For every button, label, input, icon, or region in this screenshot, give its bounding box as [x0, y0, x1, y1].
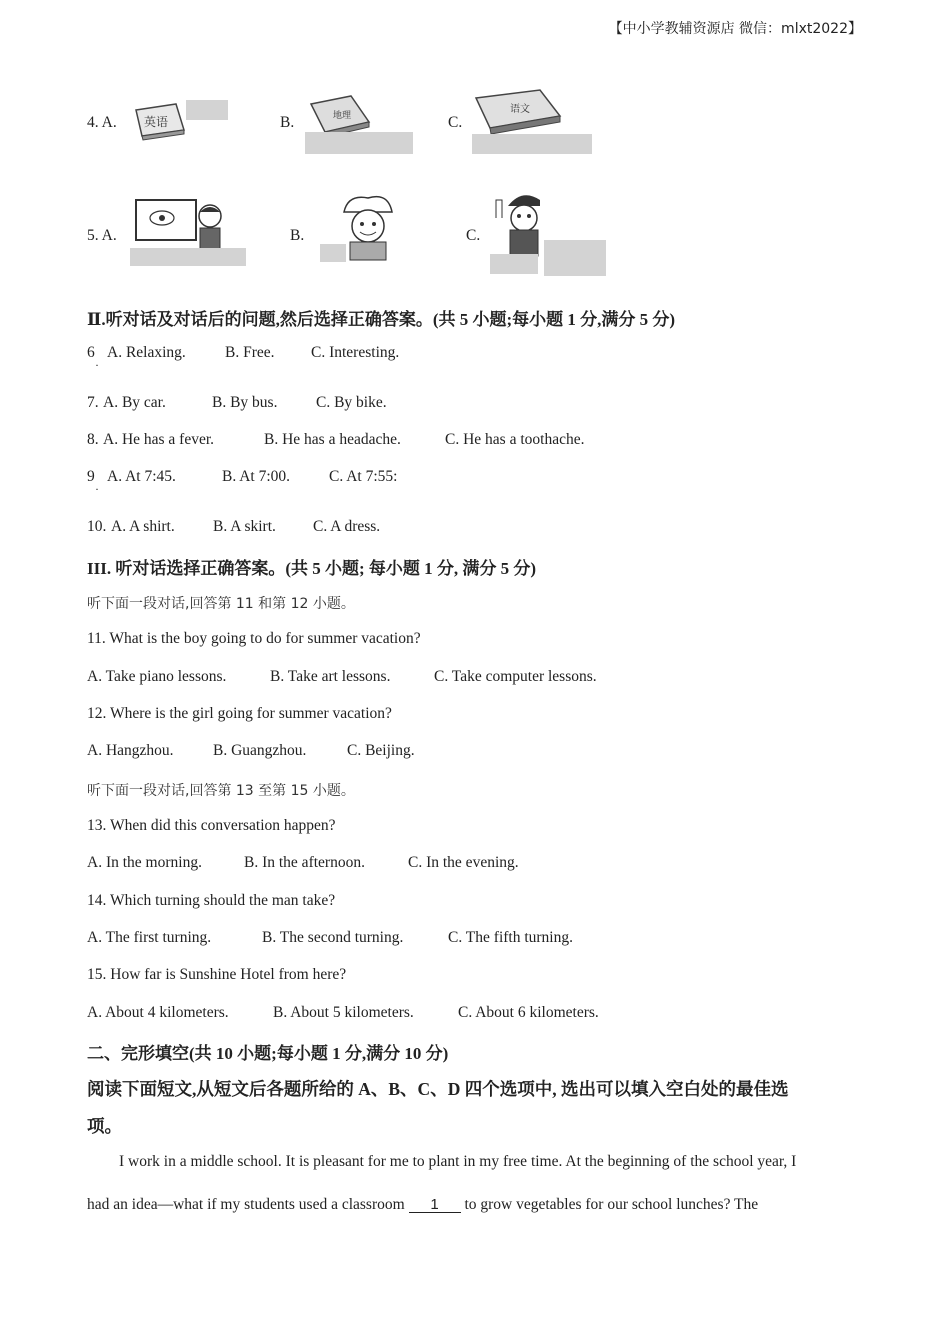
- cloze-text-before-blank: had an idea—what if my students used a classroom: [87, 1196, 409, 1213]
- q12-option-b: B. Guangzhou.: [213, 742, 307, 759]
- q9-option-c: C. At 7:55:: [329, 468, 398, 485]
- q13-option-b: B. In the afternoon.: [244, 854, 365, 871]
- q15-option-b: B. About 5 kilometers.: [273, 1004, 414, 1021]
- q12-option-c: C. Beijing.: [347, 742, 415, 759]
- q13-question: 13. When did this conversation happen?: [87, 817, 336, 834]
- q15-option-a: A. About 4 kilometers.: [87, 1004, 229, 1021]
- q6-number: 6: [87, 344, 95, 361]
- q11-option-c: C. Take computer lessons.: [434, 668, 597, 685]
- q6-option-c: C. Interesting.: [311, 344, 400, 361]
- q4-option-b-book-image: [303, 90, 415, 156]
- q11-option-b: B. Take art lessons.: [270, 668, 391, 685]
- cloze-text-after-blank: to grow vegetables for our school lunches? The: [460, 1196, 759, 1213]
- q5-number: 5. A.: [87, 227, 117, 244]
- q5-option-a-teacher-image: [128, 194, 248, 274]
- q6-number-dot: ·: [95, 358, 99, 372]
- q13-option-c: C. In the evening.: [408, 854, 519, 871]
- q12-option-a: A. Hangzhou.: [87, 742, 174, 759]
- q4-number: 4. A.: [87, 114, 117, 131]
- section2-title: Ⅱ.听对话及对话后的问题,然后选择正确答案。(共 5 小题;每小题 1 分,满分 5 分): [87, 310, 676, 329]
- cloze-paragraph-line2: [87, 1196, 758, 1214]
- section3-intro-1: 听下面一段对话,回答第 11 和第 12 小题。: [87, 596, 355, 612]
- part2-instruction-line1: 阅读下面短文,从短文后各题所给的 A、B、C、D 四个选项中, 选出可以填入空白处的最佳选: [87, 1079, 789, 1099]
- q10-number: 10.: [87, 518, 107, 535]
- q14-option-b: B. The second turning.: [262, 929, 404, 946]
- q7-option-c: C. By bike.: [316, 394, 387, 411]
- q10-option-a: A. A shirt.: [111, 518, 175, 535]
- svg-text:语文: 语文: [510, 104, 530, 115]
- q5-option-c-label: C.: [466, 227, 481, 244]
- part2-instruction-line2: 项。: [87, 1116, 122, 1136]
- q5-option-b-cook-image: [314, 190, 418, 270]
- q14-option-a: A. The first turning.: [87, 929, 212, 946]
- q4-option-c-label: C.: [448, 114, 463, 131]
- q10-option-b: B. A skirt.: [213, 518, 276, 535]
- q5-option-c-policeman-image: [488, 184, 608, 278]
- q14-question: 14. Which turning should the man take?: [87, 892, 336, 909]
- page-header-watermark: 【中小学教辅资源店 微信：mlxt2022】: [608, 21, 862, 37]
- q7-number: 7.: [87, 394, 99, 411]
- cloze-paragraph-line1: I work in a middle school. It is pleasant for me to plant in my free time. At the beginning of the school year, I: [119, 1153, 797, 1170]
- q6-option-a: A. Relaxing.: [107, 344, 186, 361]
- q10-option-c: C. A dress.: [313, 518, 381, 535]
- q15-option-c: C. About 6 kilometers.: [458, 1004, 599, 1021]
- part2-title: 二、完形填空(共 10 小题;每小题 1 分,满分 10 分): [87, 1044, 449, 1063]
- q9-number-dot: ·: [95, 482, 99, 496]
- q7-option-a: A. By car.: [103, 394, 166, 411]
- section3-intro-2: 听下面一段对话,回答第 13 至第 15 小题。: [87, 783, 355, 799]
- q4-option-a-book-image: [130, 96, 230, 142]
- svg-text:英语: 英语: [144, 115, 169, 129]
- q4-option-c-book-image: [470, 88, 594, 156]
- q6-option-b: B. Free.: [225, 344, 275, 361]
- q9-number: 9: [87, 468, 95, 485]
- q13-option-a: A. In the morning.: [87, 854, 202, 871]
- q8-option-b: B. He has a headache.: [264, 431, 401, 448]
- q11-question: 11. What is the boy going to do for summer vacation?: [87, 630, 421, 647]
- q4-option-b-label: B.: [280, 114, 295, 131]
- q14-option-c: C. The fifth turning.: [448, 929, 573, 946]
- q15-question: 15. How far is Sunshine Hotel from here?: [87, 966, 347, 983]
- q8-option-c: C. He has a toothache.: [445, 431, 585, 448]
- q7-option-b: B. By bus.: [212, 394, 278, 411]
- q8-number: 8.: [87, 431, 99, 448]
- q5-option-b-label: B.: [290, 227, 305, 244]
- cloze-blank-1: 1: [409, 1197, 461, 1213]
- svg-text:地理: 地理: [333, 111, 352, 121]
- q9-option-b: B. At 7:00.: [222, 468, 291, 485]
- q9-option-a: A. At 7:45.: [107, 468, 176, 485]
- q12-question: 12. Where is the girl going for summer vacation?: [87, 705, 392, 722]
- section3-title: III. 听对话选择正确答案。(共 5 小题; 每小题 1 分, 满分 5 分): [87, 559, 537, 578]
- q8-option-a: A. He has a fever.: [103, 431, 215, 448]
- q11-option-a: A. Take piano lessons.: [87, 668, 227, 685]
